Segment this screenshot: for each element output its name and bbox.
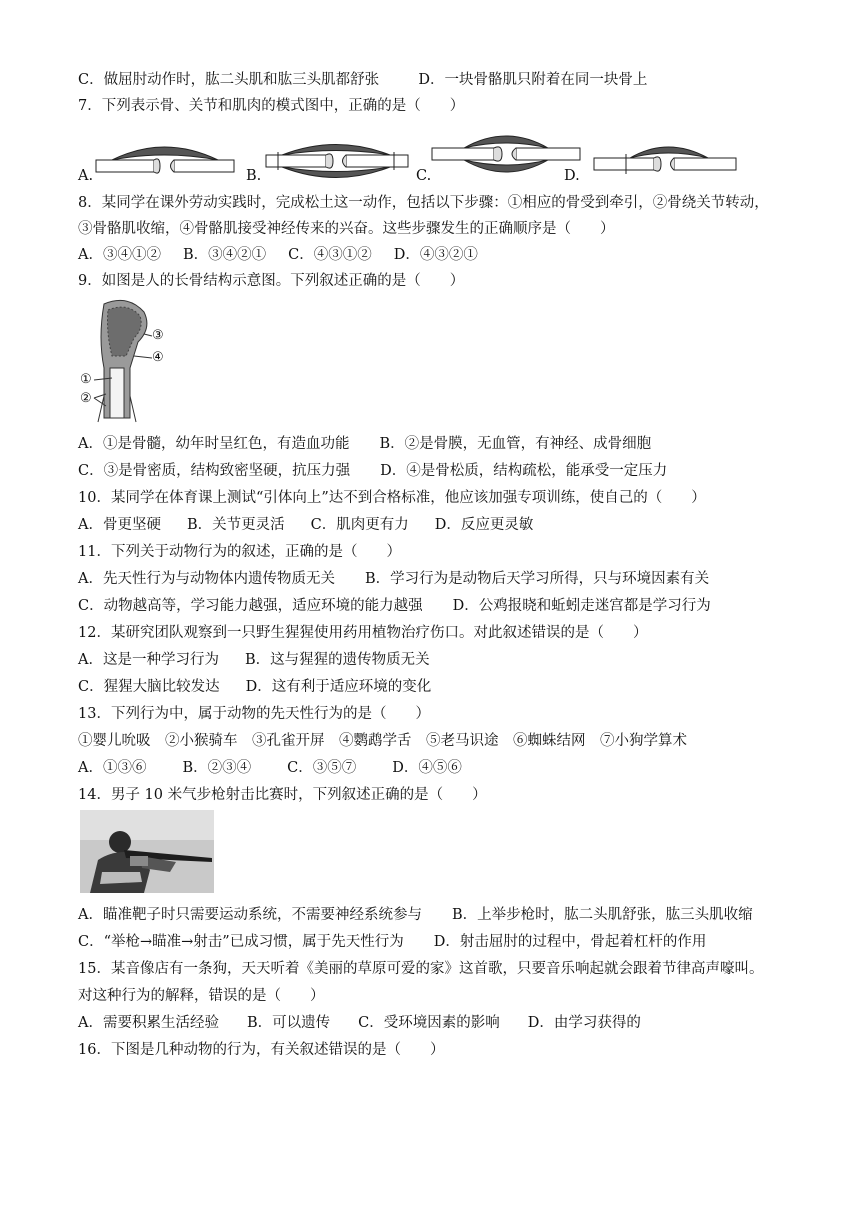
q11-options-row1 bbox=[78, 570, 709, 588]
q8-options bbox=[78, 246, 478, 264]
bone-label-4: ④ bbox=[152, 350, 164, 365]
bone-label-2: ② bbox=[80, 391, 92, 406]
q13-stem: 13．下列行为中，属于动物的先天性行为的是（ ） bbox=[78, 706, 430, 722]
q13-option-c: C．③⑤⑦ bbox=[287, 760, 357, 776]
q13-items: ①婴儿吮吸 ②小猴骑车 ③孔雀开屏 ④鹦鹉学舌 ⑤老马识途 ⑥蜘蛛结网 ⑦小狗学算术 bbox=[78, 733, 687, 749]
q6-option-d: D．一块骨骼肌只附着在同一块骨上 bbox=[418, 72, 648, 88]
joint-diagram-d bbox=[590, 140, 740, 184]
joint-diagram-c bbox=[430, 126, 582, 180]
q11-option-c: C．动物越高等，学习能力越强，适应环境的能力越强 bbox=[78, 598, 423, 614]
q10-stem: 10．某同学在体育课上测试“引体向上”达不到合格标准，他应该加强专项训练，使自己的（ ） bbox=[78, 490, 706, 506]
q8-option-d: D．④③②① bbox=[393, 247, 478, 263]
q13-options bbox=[78, 759, 462, 777]
shooter-photo bbox=[80, 810, 214, 893]
q8-stem-line1: 8．某同学在课外劳动实践时，完成松土这一动作，包括以下步骤：①相应的骨受到牵引，②骨绕关节转动， bbox=[78, 195, 769, 211]
q8-option-a: A．③④①② bbox=[78, 247, 161, 263]
q14-option-a: A．瞄准靶子时只需要运动系统，不需要神经系统参与 bbox=[78, 907, 422, 923]
q12-option-c: C．猩猩大脑比较发达 bbox=[78, 679, 220, 695]
q14-options-row2 bbox=[78, 933, 706, 951]
joint-diagram-a bbox=[94, 140, 236, 180]
q14-stem: 14．男子 10 米气步枪射击比赛时，下列叙述正确的是（ ） bbox=[78, 787, 487, 803]
long-bone-diagram bbox=[78, 298, 178, 426]
q7-label-c: C. bbox=[416, 168, 432, 184]
q15-option-b: B．可以遗传 bbox=[246, 1015, 331, 1031]
q13-option-b: B．②③④ bbox=[182, 760, 252, 776]
q8-option-c: C．④③①② bbox=[288, 247, 372, 263]
q15-option-c: C．受环境因素的影响 bbox=[358, 1015, 500, 1031]
q11-option-d: D．公鸡报晓和蚯蚓走迷宫都是学习行为 bbox=[452, 598, 711, 614]
q11-options-row2 bbox=[78, 597, 711, 615]
q15-options bbox=[78, 1014, 641, 1032]
q9-option-a: A．①是骨髓，幼年时呈红色，有造血功能 bbox=[78, 436, 350, 452]
q12-option-b: B．这与猩猩的遗传物质无关 bbox=[244, 652, 430, 668]
q10-option-b: B．关节更灵活 bbox=[186, 517, 285, 533]
q6-option-c: C．做屈肘动作时，肱二头肌和肱三头肌都舒张 bbox=[78, 72, 380, 88]
q13-option-d: D．④⑤⑥ bbox=[392, 760, 462, 776]
q15-stem-line2: 对这种行为的解释，错误的是（ ） bbox=[78, 988, 325, 1004]
bone-label-1: ① bbox=[80, 372, 92, 387]
q14-option-b: B．上举步枪时，肱二头肌舒张，肱三头肌收缩 bbox=[451, 907, 753, 923]
q7-label-b: B. bbox=[246, 168, 262, 184]
q11-stem: 11．下列关于动物行为的叙述，正确的是（ ） bbox=[78, 544, 401, 560]
q14-option-d: D．射击屈肘的过程中，骨起着杠杆的作用 bbox=[433, 934, 707, 950]
q8-option-b: B．③④②① bbox=[182, 247, 267, 263]
q10-option-c: C．肌肉更有力 bbox=[310, 517, 409, 533]
q7-stem: 7．下列表示骨、关节和肌肉的模式图中，正确的是（ ） bbox=[78, 98, 465, 114]
q13-option-a: A．①③⑥ bbox=[78, 760, 147, 776]
q11-option-b: B．学习行为是动物后天学习所得，只与环境因素有关 bbox=[364, 571, 710, 587]
q9-stem: 9．如图是人的长骨结构示意图。下列叙述正确的是（ ） bbox=[78, 273, 465, 289]
q7-label-d: D. bbox=[564, 168, 580, 184]
q14-option-c: C．“举枪→瞄准→射击”已成习惯，属于先天性行为 bbox=[78, 934, 404, 950]
q10-option-a: A．骨更坚硬 bbox=[78, 517, 161, 533]
q15-stem-line1: 15．某音像店有一条狗，天天听着《美丽的草原可爱的家》这首歌，只要音乐响起就会跟着节律高声嚎叫。 bbox=[78, 961, 764, 977]
q9-option-c: C．③是骨密质，结构致密坚硬，抗压力强 bbox=[78, 463, 351, 479]
q15-option-d: D．由学习获得的 bbox=[527, 1015, 641, 1031]
q9-options-row1 bbox=[78, 435, 651, 453]
q12-option-d: D．这有利于适应环境的变化 bbox=[245, 679, 432, 695]
joint-diagram-b bbox=[262, 138, 412, 184]
q8-stem-line2: ③骨骼肌收缩，④骨骼肌接受神经传来的兴奋。这些步骤发生的正确顺序是（ ） bbox=[78, 221, 615, 237]
bone-label-3: ③ bbox=[152, 328, 164, 343]
q10-option-d: D．反应更灵敏 bbox=[434, 517, 534, 533]
q10-options bbox=[78, 516, 533, 534]
q14-options-row1 bbox=[78, 906, 753, 924]
q15-option-a: A．需要积累生活经验 bbox=[78, 1015, 219, 1031]
q12-options-row2 bbox=[78, 678, 431, 696]
q16-stem: 16．下图是几种动物的行为，有关叙述错误的是（ ） bbox=[78, 1042, 445, 1058]
q12-stem: 12．某研究团队观察到一只野生猩猩使用药用植物治疗伤口。对此叙述错误的是（ ） bbox=[78, 625, 648, 641]
q9-options-row2 bbox=[78, 462, 667, 480]
q12-options-row1 bbox=[78, 651, 430, 669]
q7-label-a: A. bbox=[78, 168, 94, 184]
q6-options-line bbox=[78, 71, 647, 89]
q9-option-d: D．④是骨松质，结构疏松，能承受一定压力 bbox=[380, 463, 668, 479]
q12-option-a: A．这是一种学习行为 bbox=[78, 652, 219, 668]
q11-option-a: A．先天性行为与动物体内遗传物质无关 bbox=[78, 571, 335, 587]
q9-option-b: B．②是骨膜，无血管，有神经、成骨细胞 bbox=[379, 436, 652, 452]
